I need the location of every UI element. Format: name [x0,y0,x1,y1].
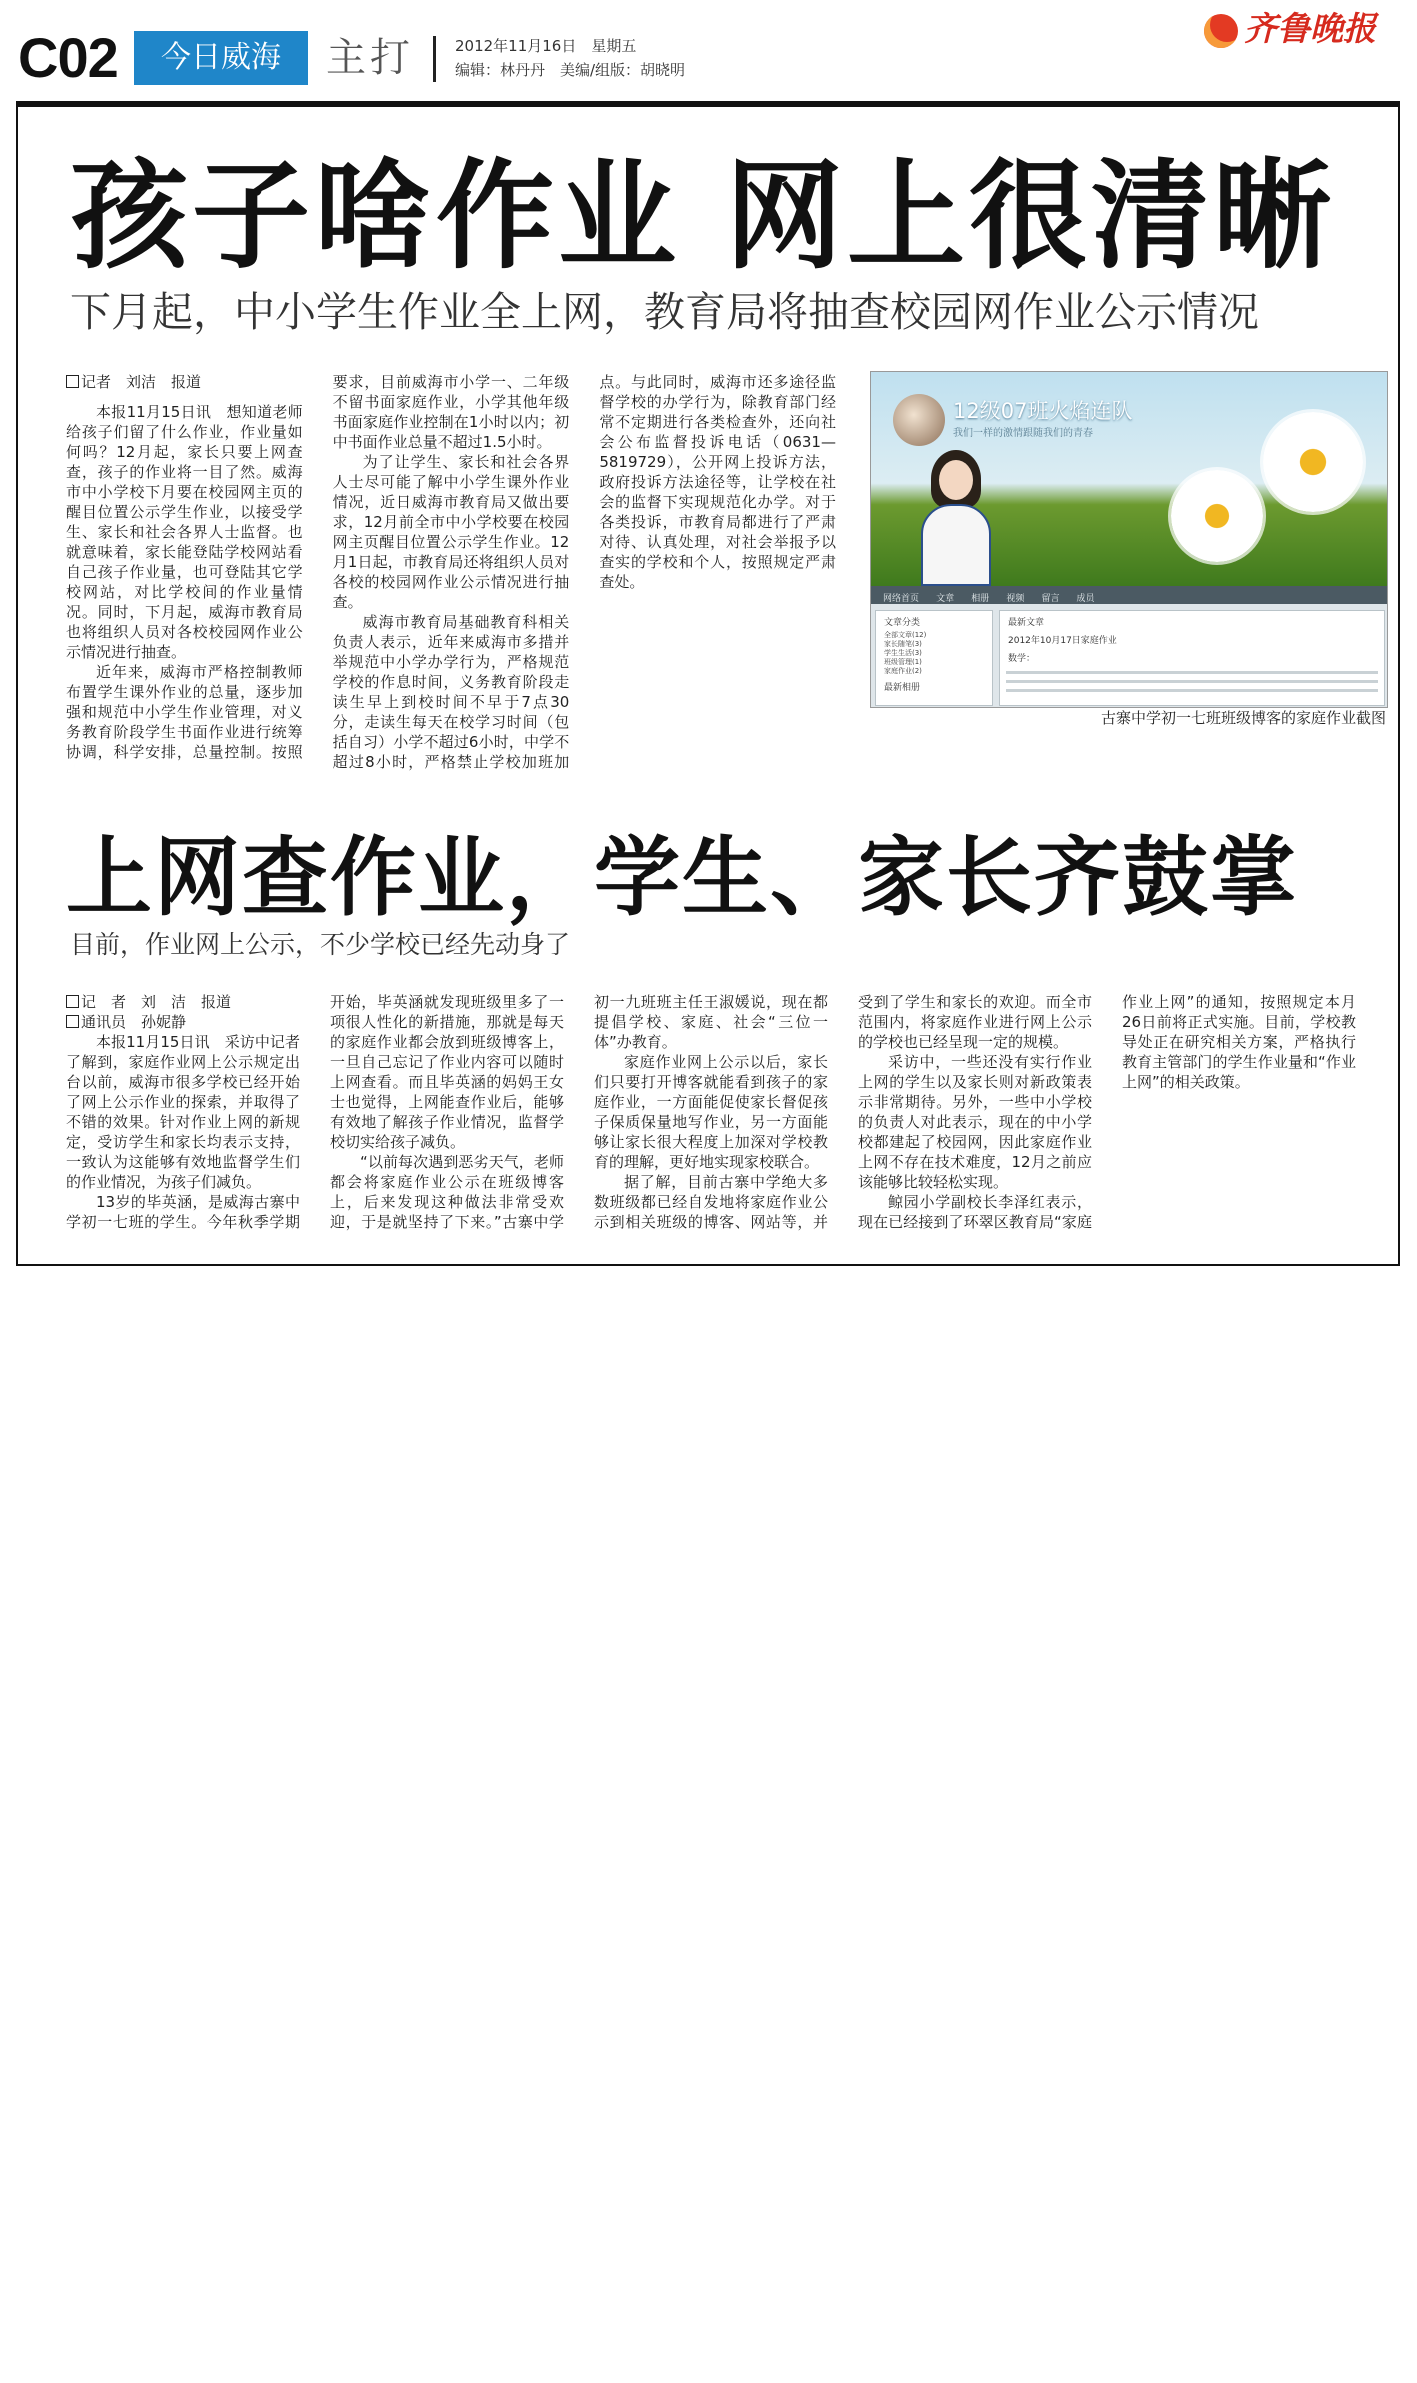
blog-banner [871,372,1387,586]
blog-nav-item: 视频 [1006,594,1025,604]
article1-headline: 孩子啥作业 网上很清晰 [70,147,1336,285]
article2-paragraph: 据了解，目前古寨中学绝大多数班级都已经自发地将家庭作业公示到相关班级的博客、网站等，并受到了学生和家长的欢迎。而全市范围内，将家庭作业进行网上公示的学校也已经呈现一定的规模。 [594,993,1092,1231]
article2-byline-wrap [66,1012,300,1032]
blog-nav-item: 文章 [936,594,955,604]
blog-post-body: 数学： [1008,654,1036,664]
blog-main-heading: 最新文章 [1008,618,1045,628]
newspaper-logo-text: 齐鲁晚报 [1244,9,1376,48]
article2-headline: 上网查作业，学生、家长齐鼓掌 [66,828,1298,928]
blog-nav [871,586,1387,604]
blog-post-title: 2012年10月17日家庭作业 [1008,636,1117,646]
article1-paragraph: 本报11月15日讯 想知道老师给孩子们留了什么作业，作业量如何吗？12月起，家长只要上网查查，孩子的作业将一目了然。威海市中小学校下月要在校园网主页的醒目位置公示学生作业，以接受学生、家长和社会各界人士监督。也就意味着，家长能登陆学校网站看自己孩子作业量，也可登陆其它学校网站，对比学校间的作业量情况。同时，下月起，威海市教育局也将组织人员对各校校园网作业公示情况进行抽查。 [66,403,303,661]
article2-subhead: 目前，作业网上公示，不少学校已经先动身了 [70,930,571,959]
article1-byline-wrap [66,372,303,392]
issue-date: 2012年11月16日 星期五 [455,37,637,55]
daisy-flower-icon [1171,470,1263,562]
blog-side-title: 文章分类 [884,618,921,628]
blog-avatar [893,394,945,446]
blog-side-item: 班级管理(1) [884,658,922,666]
byline-box-icon [66,995,79,1008]
article2-paragraph: 家庭作业网上公示以后，家长们只要打开博客就能看到孩子的家庭作业，一方面能促使家长督促孩子保质保量地写作业，另一方面能够让家长很大程度上加深对学校教育的理解，更好地实现家校联合。 [594,1053,828,1171]
blog-main [999,610,1385,706]
column-label: 主打 [326,35,414,81]
byline-box-icon [66,375,79,388]
blog-nav-item: 成员 [1076,594,1095,604]
sun-logo-icon [1204,14,1238,48]
blog-tagline: 我们一样的激情跟随我们的青春 [953,428,1093,439]
article1-body [66,372,836,772]
article2-paragraph: 13岁的毕英涵，是威海古寨中学初一七班的学生。今年秋季学期开始，毕英涵就发现班级里多了一项很人性化的新措施，那就是每天的家庭作业都会放到班级博客上，一旦自己忘记了作业内容可以随时上网查看。而且毕英涵的妈妈王女士也觉得，上网能查作业后，能够有效地了解孩子作业情况，监督学校切实给孩子减负。 [66,993,564,1231]
blog-side-item: 家长随笔(3) [884,640,922,648]
article2-byline-correspondent: 通讯员 孙妮静 [81,1013,187,1031]
article2-paragraph: “以前每次遇到恶劣天气，老师都会将家庭作业公示在班级博客上，后来发现这种做法非常受欢迎，于是就坚持了下来。”古寨中学初一九班班主任王淑媛说，现在都提倡学校、家庭、社会“三位一体”办教育。 [330,993,828,1231]
article1-paragraph: 为了让学生、家长和社会各界人士尽可能了解中小学生课外作业情况，近日威海市教育局又做出要求，12月前全市中小学校要在校园网主页醒目位置公示学生作业。12月1日起，市教育局还将组织人员对各校的校园网作业公示情况进行抽查。 [332,453,570,611]
article2-paragraph: 鲸园小学副校长李泽红表示，现在已经接到了环翠区教育局“家庭作业上网”的通知，按照规定本月26日前将正式实施。目前，学校教导处正在研究相关方案，严格执行教育主管部门的学生作业量和“作业上网”的相关政策。 [858,993,1356,1231]
article2-body [66,992,1356,1242]
page-header [0,0,1417,100]
blog-side-item: 全部文章(12) [884,631,927,639]
blog-title: 12级07班火焰连队 [953,399,1133,423]
blog-body [871,604,1387,707]
blog-nav-item: 留言 [1041,594,1060,604]
daisy-flower-icon [1263,412,1363,512]
newspaper-logo [1204,6,1376,52]
editor-credits: 编辑：林丹丹 美编/组版：胡晓明 [455,61,686,79]
blog-side-item: 家庭作业(2) [884,667,922,675]
article1-paragraph: 近年来，威海市严格控制教师布置学生课外作业的总量，逐步加强和规范中小学生作业管理，对义务教育阶段学生书面作业进行统筹协调，科学安排，总量控制。按照要求，目前威海市小学一、二年级不留书面家庭作业，小学其他年级书面家庭作业控制在1小时以内；初中书面作业总量不超过1.5小时。 [66,373,570,761]
page-number: C02 [18,26,118,89]
blog-screenshot-image [870,371,1388,708]
header-divider [433,36,436,82]
blog-sidebar [875,610,993,706]
image-caption: 古寨中学初一七班班级博客的家庭作业截图 [1100,709,1386,727]
article1-paragraph: 威海市教育局基础教育科相关负责人表示，近年来威海市多措并举规范中小学办学行为，严格规范学校的作息时间，义务教育阶段走读生早上到校时间不早于7点30分，走读生每天在校学习时间（包括自习）小学不超过6小时，中学不超过8小时，严格禁止学校加班加点。与此同时，威海市还多途径监督学校的办学行为，除教育部门经常不定期进行各类检查外，还向社会公布监督投诉电话（0631—5819729），公开网上投诉方法，政府投诉方法途径等，让学校在社会的监督下实现规范化办学。对于各类投诉，市教育局都进行了严肃对待、认真处理，对社会举报予以查实的学校和个人，按照规定严肃查处。 [332,373,836,771]
article1-subhead: 下月起，中小学生作业全上网，教育局将抽查校园网作业公示情况 [70,288,1259,336]
blog-nav-item: 网络首页 [883,594,920,604]
girl-figure [911,450,999,586]
section-label: 今日威海 [134,31,308,85]
article2-paragraph: 本报11月15日讯 采访中记者了解到，家庭作业网上公示规定出台以前，威海市很多学校已经开始了网上公示作业的探索，并取得了不错的效果。针对作业上网的新规定，受访学生和家长均表示支持，一致认为这能够有效地监督学生们的作业情况，为孩子们减负。 [66,1033,300,1191]
article1-byline: 记者 刘洁 报道 [81,373,202,391]
blog-side-item: 学生生活(3) [884,649,922,657]
blog-nav-item: 相册 [971,594,990,604]
byline-box-icon [66,1015,79,1028]
article2-byline-reporter: 记 者 刘 洁 报道 [81,993,232,1011]
article2-paragraph: 采访中，一些还没有实行作业上网的学生以及家长则对新政策表示非常期待。另外，一些中小学校的负责人对此表示，现在的中小学校都建起了校园网，因此家庭作业上网不存在技术难度，12月之前应该能够比较轻松实现。 [858,1053,1092,1191]
article2-byline-wrap [66,992,300,1012]
blog-side-title2: 最新相册 [884,683,921,693]
